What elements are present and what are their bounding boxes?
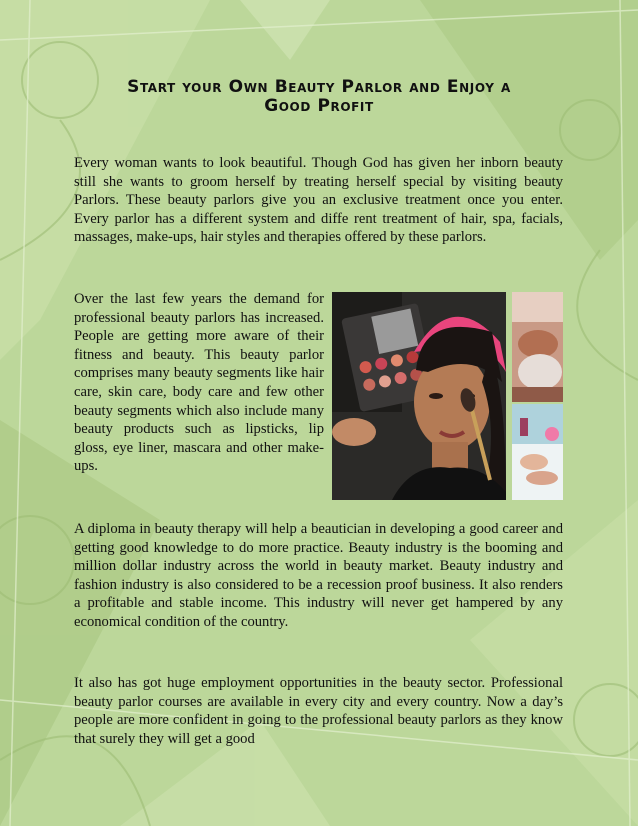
- paragraph-intro: Every woman wants to look beautiful. Though God has given her inborn beauty still she wants to groom herself by treating herself special by visiting beauty Parlors. These beauty parlors give you an exclusive treatment once you enter. Every parlor has a different system and diffe rent treatment of hair, spa, facials, massages, make-ups, hair styles and therapies offered by these parlors.: [74, 155, 563, 246]
- title-line-2: Good Profit: [264, 96, 374, 116]
- title-line-1: Start your Own Beauty Parlor and Enjoy a: [127, 77, 511, 97]
- facial-treatment-photo: [512, 292, 563, 402]
- paragraph-demand: Over the last few years the demand for professional beauty parlors has increased. People are getting more aware of their fitness and beauty. This beauty parlor comprises many beauty segments like hair care, skin care, body care and few other beauty segments which also include many beauty products such as lipsticks, lip gloss, eye liner, mascara and other make-ups.: [74, 291, 324, 475]
- paragraph-career: A diploma in beauty therapy will help a beautician in developing a good career and getting good knowledge to do more practice. Beauty industry is the booming and million dollar industry across the world in beauty market. Beauty industry and fashion industry is also considered to be a recession proof business. It also renders a profitable and stable income. This industry will never get hampered by any economical condition of the country.: [74, 521, 563, 630]
- manicure-photo: [512, 404, 563, 500]
- makeup-application-photo: [332, 292, 506, 500]
- article-title: [60, 78, 578, 116]
- paragraph-opportunities: It also has got huge employment opportunities in the beauty sector. Professional beauty parlor courses are available in every city and every country. Now a day’s people are more confident in going to the professional beauty parlors as they know that surely they will get a good: [74, 675, 563, 747]
